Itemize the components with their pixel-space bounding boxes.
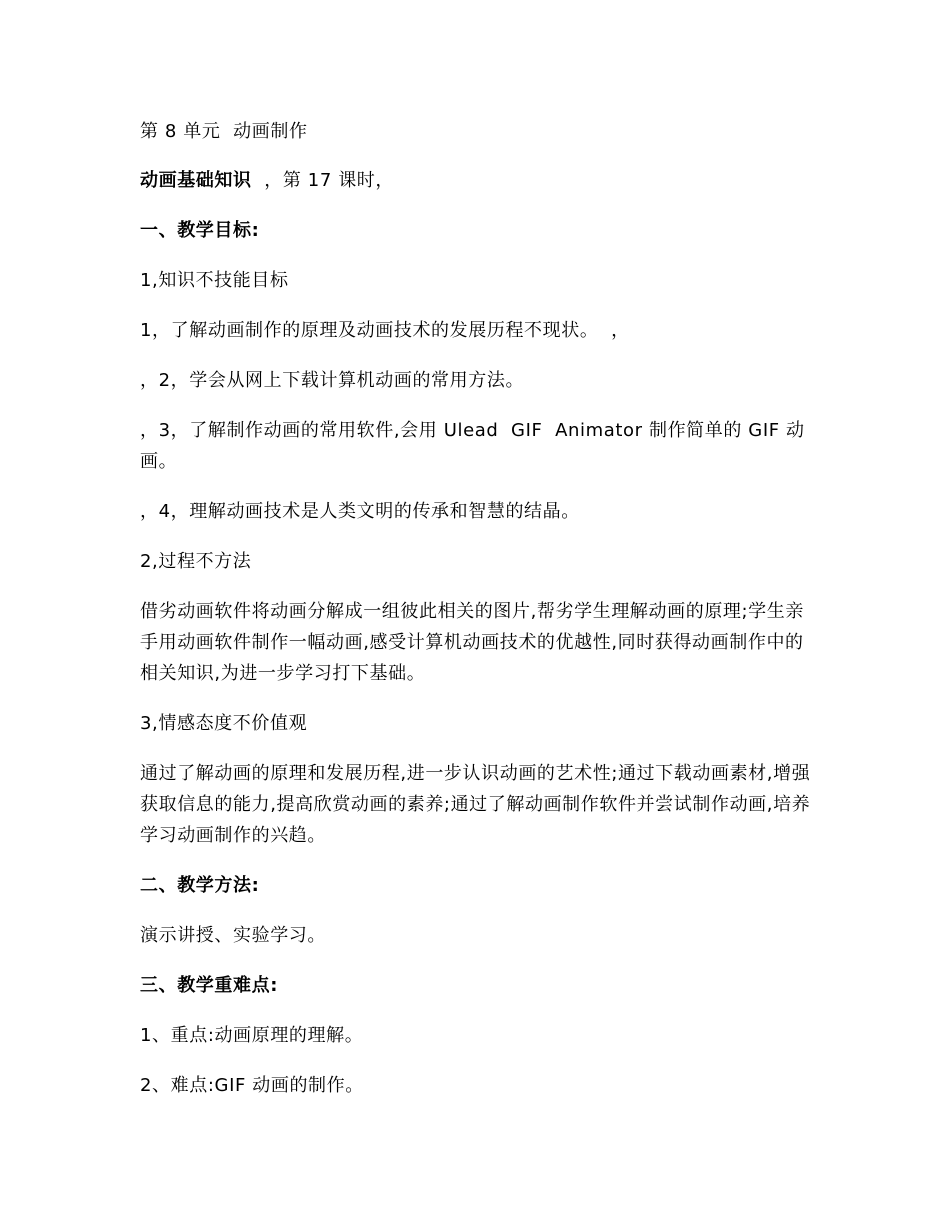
section-heading-methods: 二、教学方法: bbox=[140, 875, 260, 896]
lesson-period: ，第 17 课时， bbox=[251, 170, 394, 191]
objective-item-1: 1，了解动画制作的原理及动画技术的发展历程不现状。 ， bbox=[140, 320, 630, 341]
objective-item-3: ，3，了解制作动画的常用软件,会用 Ulead GIF Animator 制作简单的 GIF 动画。 bbox=[140, 420, 805, 472]
attitude-paragraph: 通过了解动画的原理和发展历程,进一步认识动画的艺术性;通过下载动画素材,增强获取信息的能力,提高欣赏动画的素养;通过了解动画制作软件并尝试制作动画,培养学习动画制作的兴趋。 bbox=[140, 763, 811, 846]
key-point: 1、重点:动画原理的理解。 bbox=[140, 1025, 364, 1046]
methods-text: 演示讲授、实验学习。 bbox=[140, 925, 326, 946]
objective-attitude-heading: 3,情感态度不价值观 bbox=[140, 713, 308, 734]
lesson-line bbox=[140, 165, 820, 196]
unit-title: 第 8 单元 动画制作 bbox=[140, 121, 308, 142]
objective-item-2: ，2，学会从网上下载计算机动画的常用方法。 bbox=[140, 370, 525, 391]
section-heading-objectives: 一、教学目标: bbox=[140, 220, 260, 241]
objective-process-heading: 2,过程不方法 bbox=[140, 551, 252, 572]
lesson-name: 动画基础知识 bbox=[140, 170, 252, 191]
document-body bbox=[140, 116, 820, 1120]
difficult-point: 2、难点:GIF 动画的制作。 bbox=[140, 1075, 364, 1096]
objective-item-4: ，4，理解动画技术是人类文明的传承和智慧的结晶。 bbox=[140, 501, 580, 522]
objective-knowledge-heading: 1,知识不技能目标 bbox=[140, 270, 289, 291]
section-heading-key-points: 三、教学重难点: bbox=[140, 975, 278, 996]
process-paragraph: 借劣动画软件将动画分解成一组彼此相关的图片,帮劣学生理解动画的原理;学生亲手用动画软件制作一幅动画,感受计算机动画技术的优越性,同时获得动画制作中的相关知识,为进一步学习打下基础。 bbox=[140, 601, 804, 684]
